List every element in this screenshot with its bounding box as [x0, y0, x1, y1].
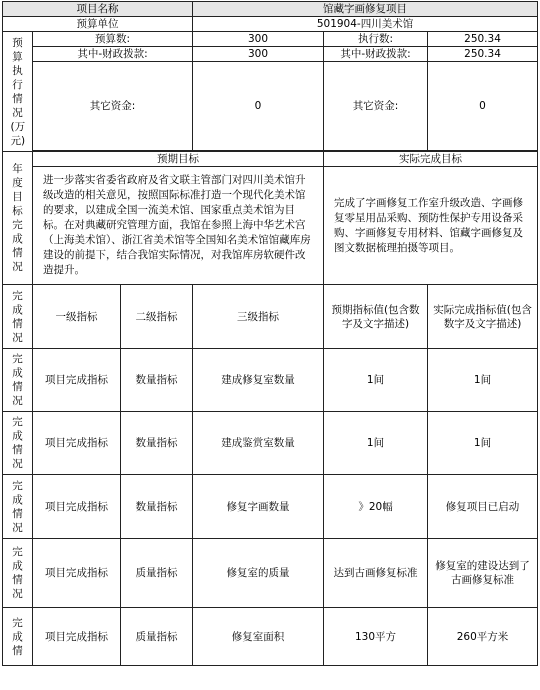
actual-goal-header: 实际完成目标 — [324, 152, 538, 167]
actual-goal-text: 完成了字画修复工作室升级改造、字画修复零星用品采购、预防性保护专用设备采购、字画修复专用材料、馆藏字画修复及图文数据梳理拍摄等项目。 — [324, 167, 538, 285]
row-actual: 1间 — [428, 412, 538, 475]
goals-header-row — [3, 152, 538, 167]
budget-unit-label: 预算单位 — [3, 17, 193, 32]
other-exec-label: 其它资金: — [324, 62, 428, 151]
fiscal-budget-label: 其中-财政拨款: — [33, 47, 193, 62]
row-section-label: 完成情 — [3, 608, 33, 666]
row-level1: 项目完成指标 — [33, 412, 121, 475]
other-exec-value: 0 — [428, 62, 538, 151]
other-budget-label: 其它资金: — [33, 62, 193, 151]
row-level2: 数量指标 — [121, 475, 193, 539]
row-section-label: 完成情况 — [3, 475, 33, 539]
fiscal-exec-label: 其中-财政拨款: — [324, 47, 428, 62]
fiscal-exec-value: 250.34 — [428, 47, 538, 62]
row-level3: 修复室面积 — [193, 608, 324, 666]
row-actual: 1间 — [428, 349, 538, 412]
budget-value: 300 — [193, 32, 324, 47]
row-level1: 项目完成指标 — [33, 539, 121, 608]
executed-label: 执行数: — [324, 32, 428, 47]
budget-row — [3, 32, 538, 47]
row-level2: 数量指标 — [121, 349, 193, 412]
row-level3: 建成鉴赏室数量 — [193, 412, 324, 475]
row-expected: 》20幅 — [324, 475, 428, 539]
expected-goal-text: 进一步落实省委省政府及省文联主管部门对四川美术馆升级改造的相关意见，按照国际标准打造一个现代化美术馆的要求，以建成全国一流美术馆、国家重点美术馆为目标。在对典藏研究管理方面，我馆在参照上海中华艺术宫（上海美术馆）、浙江省美术馆等全国知名美术馆馆藏库房建设的前提下，结合我馆实际情况，对我馆库房软硬件改造提升。 — [33, 167, 324, 285]
table-row — [3, 475, 538, 539]
indicator-section-label: 完成情况 — [3, 285, 33, 349]
row-level3: 修复字画数量 — [193, 475, 324, 539]
row-actual: 260平方米 — [428, 608, 538, 666]
row-level3: 修复室的质量 — [193, 539, 324, 608]
budget-unit-row — [3, 17, 538, 32]
fiscal-row — [3, 47, 538, 62]
indicator-header-row — [3, 285, 538, 349]
performance-table — [2, 1, 538, 666]
col-level2-header: 二级指标 — [121, 285, 193, 349]
row-section-label: 完成情况 — [3, 539, 33, 608]
project-name-value: 馆藏字画修复项目 — [193, 2, 538, 17]
project-name-row — [3, 2, 538, 17]
goals-content-row — [3, 167, 538, 285]
row-section-label: 完成情况 — [3, 412, 33, 475]
other-budget-value: 0 — [193, 62, 324, 151]
project-name-label: 项目名称 — [3, 2, 193, 17]
row-level3: 建成修复室数量 — [193, 349, 324, 412]
row-actual: 修复项目已启动 — [428, 475, 538, 539]
budget-label: 预算数: — [33, 32, 193, 47]
other-funds-row — [3, 62, 538, 151]
row-level2: 质量指标 — [121, 539, 193, 608]
row-expected: 1间 — [324, 412, 428, 475]
row-level1: 项目完成指标 — [33, 349, 121, 412]
row-level1: 项目完成指标 — [33, 608, 121, 666]
budget-unit-value: 501904-四川美术馆 — [193, 17, 538, 32]
row-section-label: 完成情况 — [3, 349, 33, 412]
row-expected: 1间 — [324, 349, 428, 412]
fiscal-budget-value: 300 — [193, 47, 324, 62]
col-level3-header: 三级指标 — [193, 285, 324, 349]
table-row — [3, 539, 538, 608]
table-row — [3, 412, 538, 475]
col-expected-header: 预期指标值(包含数字及文字描述) — [324, 285, 428, 349]
row-level2: 质量指标 — [121, 608, 193, 666]
col-level1-header: 一级指标 — [33, 285, 121, 349]
row-actual: 修复室的建设达到了古画修复标准 — [428, 539, 538, 608]
row-expected: 130平方 — [324, 608, 428, 666]
table-row — [3, 349, 538, 412]
budget-section-label: 预算执行情况(万元) — [3, 32, 33, 152]
executed-value: 250.34 — [428, 32, 538, 47]
row-level1: 项目完成指标 — [33, 475, 121, 539]
table-row — [3, 608, 538, 666]
expected-goal-header: 预期目标 — [33, 152, 324, 167]
col-actual-header: 实际完成指标值(包含数字及文字描述) — [428, 285, 538, 349]
goals-section-label: 年度目标完成情况 — [3, 152, 33, 285]
row-level2: 数量指标 — [121, 412, 193, 475]
row-expected: 达到古画修复标准 — [324, 539, 428, 608]
